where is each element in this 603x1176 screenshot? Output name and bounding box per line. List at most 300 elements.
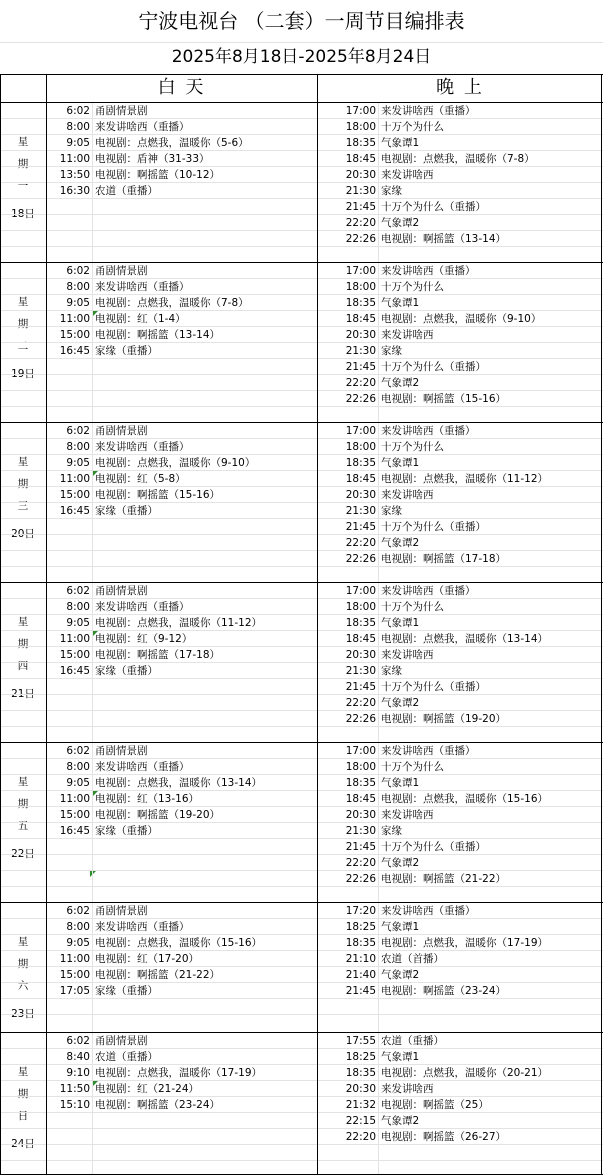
program-row-day bbox=[46, 471, 317, 487]
program-time: 16:45 bbox=[59, 825, 90, 837]
program-row-day bbox=[46, 1049, 317, 1065]
program-name: 电视剧：红（13-16） bbox=[95, 793, 200, 805]
program-row-day bbox=[46, 631, 317, 647]
program-row-night bbox=[317, 1097, 603, 1113]
program-name: 电视剧：啊摇篮（21-22） bbox=[381, 873, 507, 885]
weekday-char: 期 bbox=[17, 478, 29, 490]
program-time: 18:45 bbox=[345, 633, 376, 645]
program-row-night bbox=[317, 791, 603, 807]
program-row-night bbox=[317, 615, 603, 631]
grid-row-line bbox=[0, 646, 603, 647]
program-row-night bbox=[317, 199, 603, 215]
program-row-day bbox=[46, 935, 317, 951]
program-time: 11:50 bbox=[59, 1083, 90, 1095]
program-row-day bbox=[46, 663, 317, 679]
program-row-night bbox=[317, 455, 603, 471]
program-name: 气象谭1 bbox=[381, 617, 420, 629]
program-row-night bbox=[317, 359, 603, 375]
table-border bbox=[46, 74, 47, 1175]
program-name: 农道（首播） bbox=[381, 953, 444, 965]
program-name: 电视剧：啊摇篮（26-27） bbox=[381, 1131, 507, 1143]
program-time: 8:40 bbox=[66, 1051, 90, 1063]
program-time: 20:30 bbox=[345, 649, 376, 661]
program-time: 16:45 bbox=[59, 665, 90, 677]
program-time: 18:25 bbox=[345, 1051, 376, 1063]
program-name: 农道（重播） bbox=[95, 1051, 158, 1063]
program-time: 15:10 bbox=[59, 1099, 90, 1111]
program-name: 来发讲啥西（重播） bbox=[95, 761, 190, 773]
program-name: 气象谭2 bbox=[381, 969, 420, 981]
program-row-night bbox=[317, 935, 603, 951]
program-row-night bbox=[317, 1065, 603, 1081]
program-time: 20:30 bbox=[345, 169, 376, 181]
program-name: 电视剧：啊摇篮（10-12） bbox=[95, 169, 221, 181]
program-name: 来发讲啥西（重播） bbox=[95, 121, 190, 133]
program-time: 17:20 bbox=[345, 905, 376, 917]
program-time: 18:45 bbox=[345, 793, 376, 805]
program-row-night bbox=[317, 631, 603, 647]
program-name: 电视剧：点燃我，温暖你（5-6） bbox=[95, 137, 249, 149]
grid-row-line bbox=[0, 694, 603, 695]
table-border bbox=[0, 102, 603, 103]
program-name: 电视剧：红（1-4） bbox=[95, 313, 186, 325]
program-name: 来发讲啥西 bbox=[381, 489, 434, 501]
program-name: 来发讲啥西（重播） bbox=[381, 745, 476, 757]
weekday-char: 期 bbox=[17, 798, 29, 810]
program-time: 15:00 bbox=[59, 489, 90, 501]
program-row-night bbox=[317, 311, 603, 327]
program-time: 15:00 bbox=[59, 969, 90, 981]
program-name: 来发讲啥西（重播） bbox=[381, 905, 476, 917]
program-name: 气象谭1 bbox=[381, 921, 420, 933]
program-time: 6:02 bbox=[66, 905, 90, 917]
program-name: 家缘（重播） bbox=[95, 985, 158, 997]
grid-row-line bbox=[0, 486, 603, 487]
program-time: 21:30 bbox=[345, 505, 376, 517]
grid-row-line bbox=[0, 150, 603, 151]
program-name: 电视剧：啊摇篮（23-24） bbox=[381, 985, 507, 997]
program-row-day bbox=[46, 103, 317, 119]
program-time: 11:00 bbox=[59, 953, 90, 965]
program-row-day bbox=[46, 263, 317, 279]
program-row-day bbox=[46, 743, 317, 759]
program-name: 甬剧情景剧 bbox=[95, 745, 148, 757]
program-row-night bbox=[317, 503, 603, 519]
program-time: 21:30 bbox=[345, 825, 376, 837]
program-time: 13:50 bbox=[59, 169, 90, 181]
program-name: 来发讲啥西（重播） bbox=[381, 265, 476, 277]
program-name: 气象谭2 bbox=[381, 377, 420, 389]
program-name: 电视剧：红（5-8） bbox=[95, 473, 186, 485]
program-row-night bbox=[317, 471, 603, 487]
program-row-day bbox=[46, 167, 317, 183]
program-name: 电视剧：点燃我，温暖你（9-10） bbox=[95, 457, 256, 469]
program-name: 电视剧：点燃我，温暖你（15-16） bbox=[381, 793, 549, 805]
program-name: 家缘 bbox=[381, 185, 402, 197]
program-time: 22:20 bbox=[345, 217, 376, 229]
weekday-char: 四 bbox=[17, 660, 29, 672]
grid-row-line bbox=[0, 278, 603, 279]
program-time: 18:35 bbox=[345, 297, 376, 309]
program-row-day bbox=[46, 983, 317, 999]
grid-row-line bbox=[0, 550, 603, 551]
program-time: 18:25 bbox=[345, 921, 376, 933]
block-border bbox=[0, 262, 603, 263]
program-row-day bbox=[46, 151, 317, 167]
program-name: 气象谭1 bbox=[381, 457, 420, 469]
program-time: 17:00 bbox=[345, 265, 376, 277]
program-time: 11:00 bbox=[59, 633, 90, 645]
block-border bbox=[0, 742, 603, 743]
program-row-night bbox=[317, 551, 603, 567]
grid-row-line bbox=[0, 326, 603, 327]
weekday-char: 星 bbox=[17, 936, 29, 948]
program-name: 甬剧情景剧 bbox=[95, 425, 148, 437]
program-row-day bbox=[46, 311, 317, 327]
weekday-char: 六 bbox=[17, 980, 29, 992]
program-name: 来发讲啥西 bbox=[381, 809, 434, 821]
program-name: 电视剧：盾神（31-33） bbox=[95, 153, 210, 165]
program-row-night bbox=[317, 839, 603, 855]
program-row-night bbox=[317, 663, 603, 679]
program-row-night bbox=[317, 807, 603, 823]
program-row-day bbox=[46, 615, 317, 631]
program-time: 15:00 bbox=[59, 809, 90, 821]
program-time: 21:40 bbox=[345, 969, 376, 981]
date-label: 24日 bbox=[11, 1138, 35, 1150]
grid-row-line bbox=[0, 886, 603, 887]
grid-row-line bbox=[0, 470, 603, 471]
program-row-day bbox=[46, 1065, 317, 1081]
program-row-night bbox=[317, 167, 603, 183]
program-name: 十万个为什么（重播） bbox=[381, 681, 486, 693]
grid-row-line bbox=[0, 246, 603, 247]
program-name: 家缘 bbox=[381, 505, 402, 517]
program-name: 农道（重播） bbox=[381, 1035, 444, 1047]
program-name: 电视剧：啊摇篮（19-20） bbox=[95, 809, 221, 821]
program-row-night bbox=[317, 743, 603, 759]
program-time: 22:20 bbox=[345, 377, 376, 389]
grid-row-line bbox=[0, 614, 603, 615]
program-name: 十万个为什么（重播） bbox=[381, 521, 486, 533]
program-row-day bbox=[46, 951, 317, 967]
grid-row-line bbox=[0, 998, 603, 999]
weekday-char: 一 bbox=[17, 180, 29, 192]
program-time: 18:35 bbox=[345, 1067, 376, 1079]
program-time: 18:00 bbox=[345, 601, 376, 613]
date-label: 18日 bbox=[11, 208, 35, 220]
grid-row-line bbox=[0, 1064, 603, 1065]
program-time: 22:26 bbox=[345, 553, 376, 565]
program-row-night bbox=[317, 119, 603, 135]
program-name: 电视剧：点燃我，温暖你（11-12） bbox=[95, 617, 263, 629]
program-row-night bbox=[317, 711, 603, 727]
program-time: 21:45 bbox=[345, 681, 376, 693]
program-name: 电视剧：啊摇篮（23-24） bbox=[95, 1099, 221, 1111]
program-row-night bbox=[317, 823, 603, 839]
program-row-day bbox=[46, 903, 317, 919]
program-name: 电视剧：点燃我，温暖你（13-14） bbox=[95, 777, 263, 789]
program-row-night bbox=[317, 183, 603, 199]
program-row-day bbox=[46, 967, 317, 983]
program-time: 21:45 bbox=[345, 521, 376, 533]
program-name: 气象谭2 bbox=[381, 697, 420, 709]
program-row-night bbox=[317, 343, 603, 359]
program-row-night bbox=[317, 103, 603, 119]
program-name: 十万个为什么（重播） bbox=[381, 201, 486, 213]
program-row-night bbox=[317, 967, 603, 983]
weekday-char: 期 bbox=[17, 158, 29, 170]
date-label: 22日 bbox=[11, 848, 35, 860]
grid-row-line bbox=[0, 1080, 603, 1081]
weekday-char: 星 bbox=[17, 456, 29, 468]
program-time: 22:26 bbox=[345, 393, 376, 405]
block-border bbox=[0, 902, 603, 903]
program-name: 十万个为什么 bbox=[381, 761, 444, 773]
program-time: 9:05 bbox=[66, 457, 90, 469]
program-name: 气象谭1 bbox=[381, 137, 420, 149]
grid-row-line bbox=[0, 950, 603, 951]
program-name: 家缘（重播） bbox=[95, 345, 158, 357]
program-row-day bbox=[46, 295, 317, 311]
program-row-night bbox=[317, 215, 603, 231]
grid-row-line bbox=[0, 854, 603, 855]
grid-row-line bbox=[0, 598, 603, 599]
program-name: 气象谭1 bbox=[381, 297, 420, 309]
program-row-day bbox=[46, 439, 317, 455]
program-row-day bbox=[46, 327, 317, 343]
program-row-night bbox=[317, 519, 603, 535]
cell-comment-marker bbox=[90, 871, 96, 877]
program-name: 电视剧：啊摇篮（25） bbox=[381, 1099, 489, 1111]
grid-row-line bbox=[0, 1096, 603, 1097]
program-name: 电视剧：啊摇篮（15-16） bbox=[381, 393, 507, 405]
grid-row-line bbox=[0, 870, 603, 871]
program-name: 十万个为什么 bbox=[381, 601, 444, 613]
program-row-night bbox=[317, 775, 603, 791]
date-label: 21日 bbox=[11, 688, 35, 700]
program-time: 8:00 bbox=[66, 601, 90, 613]
program-time: 6:02 bbox=[66, 1035, 90, 1047]
program-time: 18:35 bbox=[345, 777, 376, 789]
program-name: 十万个为什么 bbox=[381, 441, 444, 453]
program-time: 18:00 bbox=[345, 281, 376, 293]
program-name: 来发讲啥西（重播） bbox=[381, 585, 476, 597]
program-row-night bbox=[317, 135, 603, 151]
program-time: 21:30 bbox=[345, 345, 376, 357]
program-row-night bbox=[317, 647, 603, 663]
program-row-day bbox=[46, 183, 317, 199]
weekday-char: 期 bbox=[17, 638, 29, 650]
date-label: 20日 bbox=[11, 528, 35, 540]
program-time: 17:00 bbox=[345, 585, 376, 597]
table-border bbox=[601, 74, 602, 1175]
program-name: 气象谭2 bbox=[381, 857, 420, 869]
program-name: 十万个为什么 bbox=[381, 281, 444, 293]
program-time: 18:35 bbox=[345, 617, 376, 629]
program-name: 电视剧：点燃我，温暖你（7-8） bbox=[95, 297, 249, 309]
program-name: 来发讲啥西 bbox=[381, 329, 434, 341]
program-name: 气象谭2 bbox=[381, 217, 420, 229]
grid-row-line bbox=[0, 230, 603, 231]
program-row-night bbox=[317, 919, 603, 935]
grid-row-line bbox=[0, 934, 603, 935]
grid-row-line bbox=[0, 1014, 603, 1015]
program-time: 22:26 bbox=[345, 873, 376, 885]
program-time: 21:45 bbox=[345, 361, 376, 373]
program-time: 18:45 bbox=[345, 473, 376, 485]
program-name: 电视剧：点燃我，温暖你（17-19） bbox=[381, 937, 549, 949]
program-time: 8:00 bbox=[66, 281, 90, 293]
program-row-day bbox=[46, 455, 317, 471]
program-time: 17:00 bbox=[345, 425, 376, 437]
weekday-char: 星 bbox=[17, 616, 29, 628]
program-time: 20:30 bbox=[345, 809, 376, 821]
program-row-day bbox=[46, 647, 317, 663]
weekday-char: 星 bbox=[17, 296, 29, 308]
program-name: 十万个为什么 bbox=[381, 121, 444, 133]
program-row-day bbox=[46, 775, 317, 791]
program-name: 十万个为什么（重播） bbox=[381, 841, 486, 853]
program-time: 17:55 bbox=[345, 1035, 376, 1047]
grid-row-line bbox=[0, 630, 603, 631]
program-time: 18:45 bbox=[345, 153, 376, 165]
grid-row-line bbox=[0, 1048, 603, 1049]
program-time: 11:00 bbox=[59, 313, 90, 325]
date-label: 23日 bbox=[11, 1008, 35, 1020]
program-name: 电视剧：点燃我，温暖你（9-10） bbox=[381, 313, 542, 325]
program-row-night bbox=[317, 295, 603, 311]
grid-row-line bbox=[0, 294, 603, 295]
page-title: 宁波电视台 （二套）一周节目编排表 bbox=[138, 9, 465, 33]
block-border bbox=[0, 1032, 603, 1033]
program-row-night bbox=[317, 1033, 603, 1049]
date-label: 19日 bbox=[11, 368, 35, 380]
date-range: 2025年8月18日-2025年8月24日 bbox=[171, 47, 432, 67]
grid-row-line bbox=[0, 438, 603, 439]
program-name: 电视剧：啊摇篮（21-22） bbox=[95, 969, 221, 981]
program-name: 家缘 bbox=[381, 825, 402, 837]
program-name: 甬剧情景剧 bbox=[95, 105, 148, 117]
program-name: 家缘 bbox=[381, 665, 402, 677]
program-name: 家缘（重播） bbox=[95, 825, 158, 837]
program-name: 来发讲啥西 bbox=[381, 169, 434, 181]
program-row-day bbox=[46, 791, 317, 807]
program-name: 气象谭2 bbox=[381, 1115, 420, 1127]
program-name: 来发讲啥西（重播） bbox=[381, 425, 476, 437]
program-time: 22:26 bbox=[345, 233, 376, 245]
grid-row-line bbox=[0, 518, 603, 519]
program-time: 18:35 bbox=[345, 937, 376, 949]
program-row-night bbox=[317, 151, 603, 167]
program-name: 农道（重播） bbox=[95, 185, 158, 197]
program-time: 18:35 bbox=[345, 457, 376, 469]
program-time: 11:00 bbox=[59, 473, 90, 485]
program-row-night bbox=[317, 951, 603, 967]
grid-row-line bbox=[0, 198, 603, 199]
program-row-night bbox=[317, 263, 603, 279]
program-row-night bbox=[317, 695, 603, 711]
program-time: 18:00 bbox=[345, 761, 376, 773]
program-time: 22:20 bbox=[345, 1131, 376, 1143]
grid-row-line bbox=[0, 342, 603, 343]
grid-row-line bbox=[0, 662, 603, 663]
program-name: 电视剧：点燃我，温暖你（17-19） bbox=[95, 1067, 263, 1079]
program-row-night bbox=[317, 855, 603, 871]
weekday-char: 星 bbox=[17, 776, 29, 788]
program-time: 9:05 bbox=[66, 617, 90, 629]
program-row-day bbox=[46, 423, 317, 439]
program-time: 11:00 bbox=[59, 793, 90, 805]
program-name: 电视剧：啊摇篮（15-16） bbox=[95, 489, 221, 501]
block-border bbox=[0, 1174, 603, 1175]
grid-row-line bbox=[0, 118, 603, 119]
column-header-night: 晚 上 bbox=[436, 77, 484, 98]
program-name: 甬剧情景剧 bbox=[95, 265, 148, 277]
grid-row-line bbox=[0, 42, 603, 43]
program-row-night bbox=[317, 583, 603, 599]
program-row-night bbox=[317, 759, 603, 775]
grid-row-line bbox=[0, 726, 603, 727]
program-row-day bbox=[46, 759, 317, 775]
program-name: 电视剧：红（21-24） bbox=[95, 1083, 200, 1095]
grid-row-line bbox=[0, 310, 603, 311]
table-border bbox=[317, 74, 318, 1175]
program-time: 8:00 bbox=[66, 121, 90, 133]
program-row-night bbox=[317, 279, 603, 295]
program-row-day bbox=[46, 1097, 317, 1113]
program-name: 家缘（重播） bbox=[95, 665, 158, 677]
weekday-char: 星 bbox=[17, 136, 29, 148]
program-time: 17:00 bbox=[345, 105, 376, 117]
column-header-day: 白 天 bbox=[157, 77, 206, 98]
program-name: 电视剧：红（9-12） bbox=[95, 633, 193, 645]
program-name: 甬剧情景剧 bbox=[95, 585, 148, 597]
program-name: 电视剧：啊摇篮（17-18） bbox=[381, 553, 507, 565]
program-name: 电视剧：红（17-20） bbox=[95, 953, 200, 965]
grid-row-line bbox=[0, 566, 603, 567]
program-name: 电视剧：点燃我，温暖你（15-16） bbox=[95, 937, 263, 949]
program-name: 来发讲啥西 bbox=[381, 649, 434, 661]
program-row-night bbox=[317, 535, 603, 551]
program-time: 6:02 bbox=[66, 265, 90, 277]
program-row-night bbox=[317, 679, 603, 695]
program-time: 22:20 bbox=[345, 537, 376, 549]
program-name: 甬剧情景剧 bbox=[95, 905, 148, 917]
block-border bbox=[0, 582, 603, 583]
program-row-day bbox=[46, 343, 317, 359]
program-row-day bbox=[46, 119, 317, 135]
grid-row-line bbox=[0, 502, 603, 503]
weekday-char: 二 bbox=[17, 340, 29, 352]
program-row-night bbox=[317, 423, 603, 439]
program-name: 来发讲啥西（重播） bbox=[95, 921, 190, 933]
grid-row-line bbox=[0, 134, 603, 135]
program-name: 家缘 bbox=[381, 345, 402, 357]
program-row-night bbox=[317, 983, 603, 999]
program-time: 22:20 bbox=[345, 697, 376, 709]
grid-row-line bbox=[0, 918, 603, 919]
grid-row-line bbox=[0, 790, 603, 791]
grid-row-line bbox=[0, 966, 603, 967]
program-time: 17:00 bbox=[345, 745, 376, 757]
weekday-char: 期 bbox=[17, 1088, 29, 1100]
program-row-night bbox=[317, 1113, 603, 1129]
program-time: 9:05 bbox=[66, 297, 90, 309]
program-name: 甬剧情景剧 bbox=[95, 1035, 148, 1047]
grid-row-line bbox=[0, 1144, 603, 1145]
grid-row-line bbox=[0, 806, 603, 807]
